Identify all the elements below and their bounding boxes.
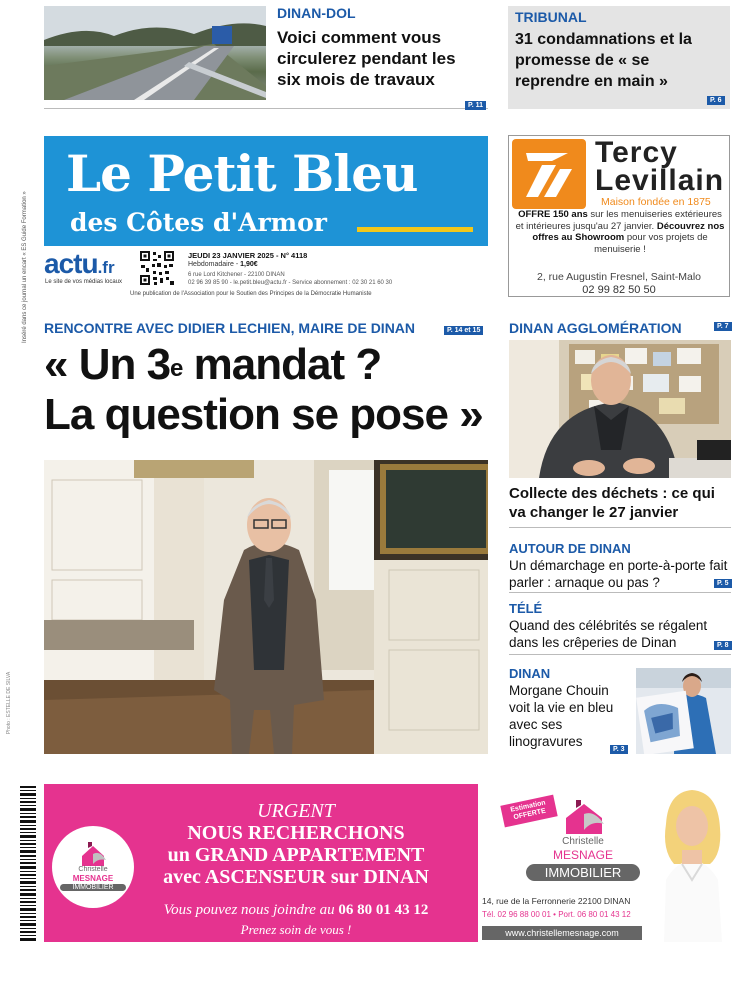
barcode [18,786,38,942]
insert-notice: Inséré dans ce journal un encart « ES Guide Formation » [22,191,28,343]
weekly-label: Hebdomadaire - [188,261,241,268]
actu-tld: .fr [97,258,115,277]
ad-care: Prenez soin de vous ! [240,922,352,937]
tercy-projects: pour vos projets de menuiserie ! [594,232,708,255]
contacts-line: 02 96 39 85 90 - le.petit.bleu@actu.fr - Service abonnement : 02 30 21 60 30 [188,280,393,286]
mesnage-right-name1: Christelle [562,836,604,847]
masthead-title: Le Petit Bleu [66,144,418,203]
page-ref-badge: P. 11 [465,101,486,110]
agglo-photo-illustration [509,340,731,478]
quote-open: « Un 3 [44,340,171,389]
page-ref-badge: P. 7 [714,322,732,331]
mesnage-left-name1: Christelle [78,866,108,873]
mesnage-left-name3: IMMOBILIER [60,884,126,891]
tercy-phone: 02 99 82 50 50 [582,284,656,296]
page-ref-badge: P. 5 [714,579,732,588]
page-ref-badge: P. 6 [707,96,725,105]
qr-code[interactable] [139,250,175,286]
artist-photo-illustration [636,668,731,754]
tele-headline[interactable]: Quand des célébrités se régalent dans les crêperies de Dinan [509,618,708,650]
quote-mid: mandat ? [182,340,382,389]
road-photo [44,6,266,100]
masthead-banner[interactable] [44,136,488,246]
mesnage-left-name2: MESNAGE [72,874,114,883]
tercy-logo [512,139,586,209]
tercy-ad[interactable] [508,135,730,297]
mesnage-ad[interactable] [44,784,732,942]
tele-kicker: TÉLÉ [509,601,543,616]
divider [509,592,731,593]
page-ref-badge: P. 8 [714,641,732,650]
masthead-accent-bar [357,227,473,232]
barcode-icon [18,786,38,942]
quote-superscript: e [170,355,183,382]
agglo-headline[interactable]: Collecte des déchets : ce qui va changer le 27 janvier [509,485,715,521]
top-left-headline[interactable]: Voici comment vous circulerez pendant les six mois de travaux [277,28,456,89]
mesnage-website[interactable]: www.christellemesnage.com [482,926,642,940]
agent-portrait [652,784,732,942]
address-line: 6 rue Lord Kitchener - 22100 DINAN [188,272,285,278]
price-line [188,261,258,268]
tercy-address: 2, rue Augustin Fresnel, Saint-Malo [536,271,701,283]
actu-tagline: Le site de vos médias locaux [45,279,123,285]
ad-urgent: URGENT [257,800,335,822]
dinan-kicker: DINAN [509,666,551,681]
ad-phone[interactable]: 06 80 01 43 12 [338,902,429,918]
main-headline[interactable] [44,340,494,440]
agglo-kicker: DINAN AGGLOMÉRATION [509,320,682,336]
tercy-founded: Maison fondée en 1875 [601,196,711,208]
photo-credit: Photo : ESTELLE DE SILVA [6,671,13,735]
agglo-photo[interactable] [509,340,731,478]
tercy-offer-bold: OFFRE 150 ans [518,209,588,220]
actu-wordmark: actu [44,248,98,279]
autour-kicker: AUTOUR DE DINAN [509,541,631,556]
divider [509,527,731,528]
tercy-offer-body: sur les menuiseries extérieures et intérieures jusqu'au 27 janvier. [515,209,722,232]
top-left-kicker: DINAN-DOL [277,5,356,21]
main-headline-line1 [44,340,494,390]
mesnage-logo-left [52,826,134,908]
tercy-brand-2: Levillain [595,164,725,197]
page-ref-badge: P. 3 [610,745,628,754]
mesnage-contact-panel [478,784,732,942]
main-headline-line2: La question se pose » [44,390,483,439]
qr-code-icon [139,250,175,286]
mesnage-right-house-icon [554,798,614,838]
issue-date: JEUDI 23 JANVIER 2025 - N° 4118 [188,251,308,260]
estimation-badge: Estimation OFFERTE [500,795,557,828]
ad-line1: NOUS RECHERCHONS [187,822,405,844]
mesnage-right-name2: MESNAGE [552,848,613,862]
price-value: 1,90€ [240,261,258,268]
mesnage-tel: Tél. 02 96 88 00 01 • Port. 06 80 01 43 12 [482,910,631,919]
dinan-headline[interactable]: Morgane Chouin voit la vie en bleu avec ses linogravures [509,683,614,749]
page-ref-badge: P. 14 et 15 [444,326,483,335]
mayor-photo[interactable] [44,460,488,754]
mayor-photo-illustration [44,460,488,754]
tercy-showroom: Découvrez nos offres au Showroom [532,220,725,243]
tercy-logo-icon [512,139,586,209]
artist-photo[interactable] [636,668,731,754]
tercy-offer-text [515,209,725,255]
autour-headline[interactable]: Un démarchage en porte-à-porte fait parler : arnaque ou pas ? [509,558,728,590]
divider [44,108,488,109]
mesnage-right-name3: IMMOBILIER [526,864,640,881]
ad-line2: un GRAND APPARTEMENT [167,844,425,866]
ad-contact-line [134,902,458,919]
mesnage-address: 14, rue de la Ferronnerie 22100 DINAN [482,896,631,906]
ad-contact-label: Vous pouvez nous joindre au [163,902,339,918]
tribunal-kicker: TRIBUNAL [515,9,587,25]
tribunal-headline[interactable]: 31 condamnations et la promesse de « se reprendre en main » [515,31,692,90]
main-kicker: RENCONTRE AVEC DIDIER LECHIEN, MAIRE DE DINAN [44,320,416,336]
publisher-line: Une publication de l'Association pour le Soutien des Principes de la Démocratie Humaniste [130,291,372,297]
road-illustration [44,6,266,100]
masthead-subtitle: des Côtes d'Armor [70,208,327,237]
actu-logo[interactable] [44,248,115,280]
tercy-brand-1: Tercy [595,136,678,169]
ad-line3: avec ASCENSEUR sur DINAN [163,866,429,888]
divider [509,654,731,655]
